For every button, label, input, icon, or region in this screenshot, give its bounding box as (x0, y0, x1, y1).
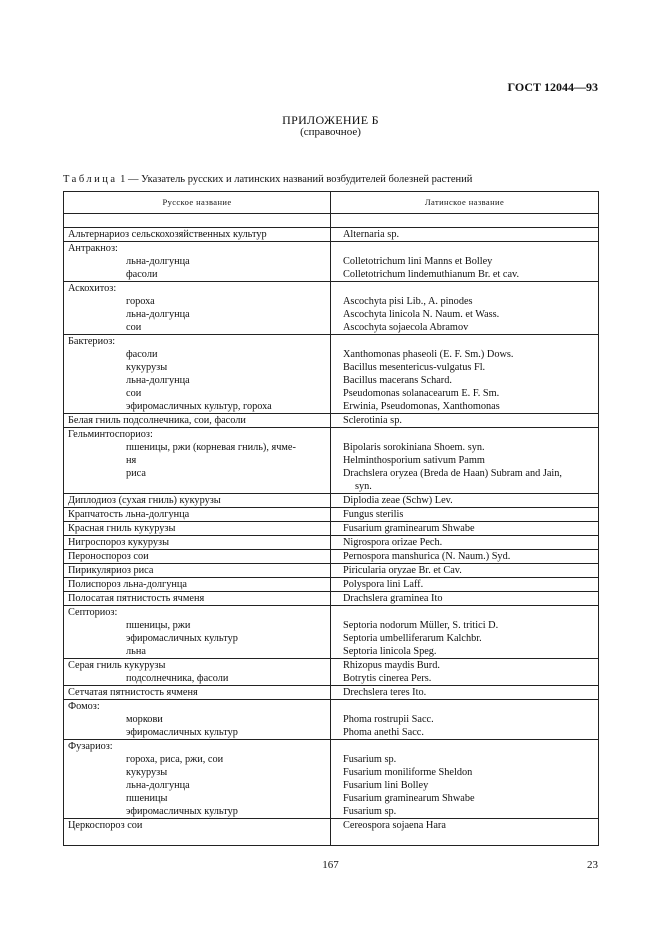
russian-subname: гороха (126, 296, 155, 307)
russian-subname: сои (126, 388, 142, 399)
russian-subname: эфиромасличных культур, гороха (126, 401, 272, 412)
table-caption (63, 174, 472, 185)
russian-subname: кукурузы (126, 362, 168, 373)
latin-name-continued: syn. (355, 481, 372, 492)
latin-name: Fusarium sp. (343, 754, 397, 765)
russian-name: Пирикуляриоз риса (68, 565, 154, 576)
caption-number: 1 (120, 174, 126, 185)
latin-name: Alternaria sp. (343, 229, 400, 240)
russian-subname: льна-долгунца (126, 780, 190, 791)
latin-name: Fungus sterilis (343, 509, 404, 520)
table-row (64, 282, 599, 335)
russian-subname: фасоли (126, 349, 158, 360)
table-row (64, 606, 599, 659)
table-row (64, 228, 599, 242)
russian-name: Красная гниль кукурузы (68, 523, 176, 534)
russian-group-name: Септориоз: (68, 607, 118, 618)
russian-subname: льна (126, 646, 146, 657)
russian-name: Сетчатая пятнистость ячменя (68, 687, 198, 698)
latin-name: Phoma anethi Sacc. (343, 727, 424, 738)
appendix-subtitle: (справочное) (300, 126, 361, 138)
latin-name: Fusarium graminearum Shwabe (343, 793, 475, 804)
latin-name: Drechslera teres Ito. (343, 687, 427, 698)
latin-name: Phoma rostrupii Sacc. (343, 714, 434, 725)
table-row (64, 508, 599, 522)
table-row (64, 335, 599, 414)
russian-name: Нигроспороз кукурузы (68, 537, 170, 548)
russian-name: Полиспороз льна-долгунца (68, 579, 187, 590)
latin-name: Fusarium sp. (343, 806, 397, 817)
appendix-title: ПРИЛОЖЕНИЕ Б (282, 113, 379, 127)
table-row (64, 564, 599, 578)
latin-name: Rhizopus maydis Burd. (343, 660, 440, 671)
latin-name: Colletotrichum lindemuthianum Br. et cav. (343, 269, 520, 280)
table-row (64, 428, 599, 494)
column-header-russian: Русское название (64, 192, 331, 214)
russian-name: Полосатая пятнистость ячменя (68, 593, 205, 604)
table-row (64, 659, 599, 686)
standard-number: ГОСТ 12044—93 (507, 80, 598, 94)
russian-group-name: Фомоз: (68, 701, 100, 712)
latin-name: Ascochyta linicola N. Naum. et Wass. (343, 309, 500, 320)
latin-name: Piricularia oryzae Br. et Cav. (343, 565, 462, 576)
latin-name: Drachslera graminea Ito (343, 593, 443, 604)
russian-group-name: Гельминтоспориоз: (68, 429, 153, 440)
latin-name: Sclerotinia sp. (343, 415, 402, 426)
russian-subname-continued: ня (126, 455, 137, 466)
russian-subname: эфиромасличных культур (126, 727, 238, 738)
latin-name: Bacillus mesentericus-vulgatus Fl. (343, 362, 486, 373)
russian-subname: льна-долгунца (126, 309, 190, 320)
russian-subname: эфиромасличных культур (126, 806, 238, 817)
latin-name: Ascochyta pisi Lib., A. pinodes (343, 296, 473, 307)
table-row (64, 592, 599, 606)
caption-text: — Указатель русских и латинских названий возбудителей болезней растений (125, 174, 473, 185)
latin-name: Diplodia zeae (Schw) Lev. (343, 495, 453, 506)
russian-group-name: Аскохитоз: (68, 283, 117, 294)
russian-subname: фасоли (126, 269, 158, 280)
latin-name: Septoria umbelliferarum Kalchbr. (343, 633, 482, 644)
latin-name: Ascochyta sojaecola Abramov (343, 322, 469, 333)
russian-subname: пшеницы, ржи (126, 620, 191, 631)
russian-name: Пероноспороз сои (68, 551, 149, 562)
table-spacer-row (64, 214, 599, 228)
russian-name: Диплодиоз (сухая гниль) кукурузы (68, 495, 221, 506)
russian-name: Альтернариоз сельскохозяйственных культур (68, 229, 267, 240)
latin-name: Fusarium graminearum Shwabe (343, 523, 475, 534)
latin-name: Septoria linicola Speg. (343, 646, 437, 657)
caption-prefix: Таблица (63, 174, 118, 185)
russian-subname: эфиромасличных культур (126, 633, 238, 644)
latin-name: Septoria nodorum Müller, S. tritici D. (343, 620, 499, 631)
russian-group-name: Антракноз: (68, 243, 118, 254)
latin-name: Bipolaris sorokiniana Shoem. syn. (343, 442, 485, 453)
russian-subname: риса (126, 468, 146, 479)
table-row (64, 819, 599, 846)
russian-subname: моркови (126, 714, 163, 725)
column-header-latin: Латинское название (331, 192, 599, 214)
latin-name: Botrytis cinerea Pers. (343, 673, 432, 684)
table-row (64, 740, 599, 819)
latin-name: Cereospora sojaena Hara (343, 820, 446, 831)
pathogen-names-table (63, 191, 599, 846)
latin-name: Bacillus macerans Schard. (343, 375, 452, 386)
table-row (64, 700, 599, 740)
table-row (64, 414, 599, 428)
latin-name: Fusarium moniliforme Sheldon (343, 767, 473, 778)
russian-subname: льна-долгунца (126, 256, 190, 267)
table-header-row (64, 192, 599, 214)
page-number-center: 167 (322, 859, 339, 871)
russian-group-name: Фузариоз: (68, 741, 113, 752)
russian-subname: подсолнечника, фасоли (126, 673, 229, 684)
latin-name: Polyspora lini Laff. (343, 579, 424, 590)
russian-subname: гороха, риса, ржи, сои (126, 754, 224, 765)
table-row (64, 494, 599, 508)
table-row (64, 686, 599, 700)
table-row (64, 242, 599, 282)
table-row (64, 578, 599, 592)
latin-name: Erwinia, Pseudomonas, Xanthomonas (343, 401, 500, 412)
russian-name: Серая гниль кукурузы (68, 660, 166, 671)
latin-name: Xanthomonas phaseoli (E. F. Sm.) Dows. (343, 349, 514, 360)
russian-subname: льна-долгунца (126, 375, 190, 386)
latin-name: Helminthosporium sativum Pamm (343, 455, 485, 466)
table-row (64, 536, 599, 550)
russian-group-name: Бактериоз: (68, 336, 116, 347)
latin-name: Pernospora manshurica (N. Naum.) Syd. (343, 551, 511, 562)
latin-name: Nigrospora orizae Pech. (343, 537, 443, 548)
page-number-right: 23 (587, 859, 598, 871)
russian-subname: пшеницы, ржи (корневая гниль), ячме- (126, 442, 296, 453)
russian-subname: кукурузы (126, 767, 168, 778)
russian-name: Белая гниль подсолнечника, сои, фасоли (68, 415, 246, 426)
latin-name: Fusarium lini Bolley (343, 780, 429, 791)
russian-subname: пшеницы (126, 793, 168, 804)
latin-name: Pseudomonas solanacearum E. F. Sm. (343, 388, 500, 399)
russian-name: Церкоспороз сои (68, 820, 143, 831)
latin-name: Drachslera oryzea (Breda de Haan) Subram and Jain, (343, 468, 562, 479)
table-row (64, 550, 599, 564)
russian-name: Крапчатость льна-долгунца (68, 509, 190, 520)
table-row (64, 522, 599, 536)
latin-name: Colletotrichum lini Manns et Bolley (343, 256, 493, 267)
russian-subname: сои (126, 322, 142, 333)
